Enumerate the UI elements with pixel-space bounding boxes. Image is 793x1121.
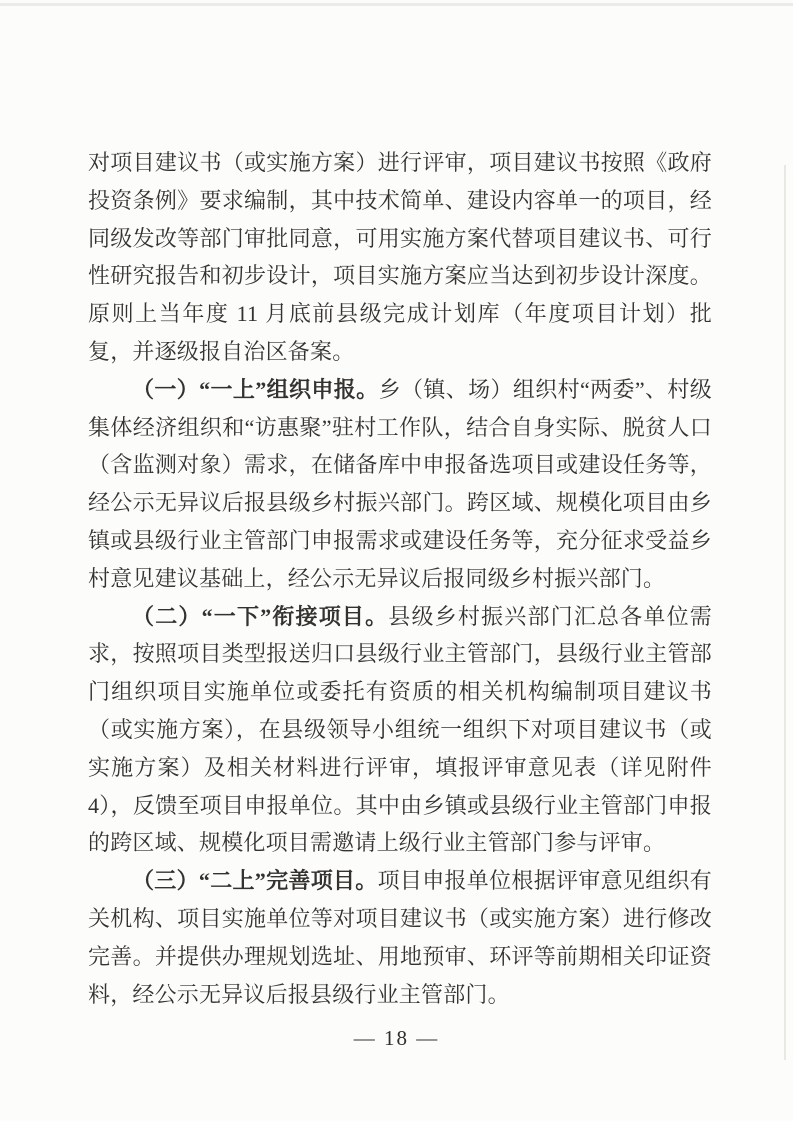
paragraph bbox=[88, 862, 712, 1013]
scan-artifact-right-edge bbox=[784, 165, 786, 1060]
paragraph-text: 乡（镇、场）组织村“两委”、村级集体经济组织和“访惠聚”驻村工作队，结合自身实际、脱贫人口（含监测对象）需求，在储备库中申报备选项目或建设任务等，经公示无异议后报县级乡村振兴部门。跨区域、规模化项目由乡镇或县级行业主管部门申报需求或建设任务等，充分征求受益乡村意见建议基础上，经公示无异议后报同级乡村振兴部门。 bbox=[88, 376, 712, 591]
paragraph-text: 对项目建议书（或实施方案）进行评审，项目建议书按照《政府投资条例》要求编制，其中技术简单、建设内容单一的项目，经同级发改等部门审批同意，可用实施方案代替项目建议书、可行性研究报告和初步设计，项目实施方案应当达到初步设计深度。原则上当年度 11 月底前县级完成计划库（年度项目计划）批复，并逐级报自治区备案。 bbox=[88, 150, 712, 364]
paragraph-text: 项目申报单位根据评审意见组织有关机构、项目实施单位等对项目建议书（或实施方案）进行修改完善。并提供办理规划选址、用地预审、环评等前期相关印证资料，经公示无异议后报县级行业主管部门。 bbox=[88, 868, 712, 1007]
paragraph bbox=[88, 144, 712, 371]
paragraph-lead: （三）“二上”完善项目。 bbox=[132, 868, 378, 894]
paragraph bbox=[88, 598, 712, 863]
paragraph bbox=[88, 371, 712, 598]
scan-artifact-top-edge bbox=[0, 3, 793, 6]
document-body bbox=[88, 144, 712, 1013]
paragraph-lead: （一）“一上”组织申报。 bbox=[132, 376, 379, 402]
paragraph-text: 县级乡村振兴部门汇总各单位需求，按照项目类型报送归口县级行业主管部门，县级行业主管部门组织项目实施单位或委托有资质的相关机构编制项目建议书（或实施方案），在县级领导小组统一组织下对项目建议书（或实施方案）及相关材料进行评审，填报评审意见表（详见附件 4），反馈至项目申报单位。其中由乡镇或县级行业主管部门申报的跨区域、规模化项目需邀请上级行业主管部门参与评审。 bbox=[88, 603, 712, 856]
page-number: — 18 — bbox=[353, 1026, 440, 1050]
paragraph-lead: （二）“一下”衔接项目。 bbox=[132, 603, 389, 629]
